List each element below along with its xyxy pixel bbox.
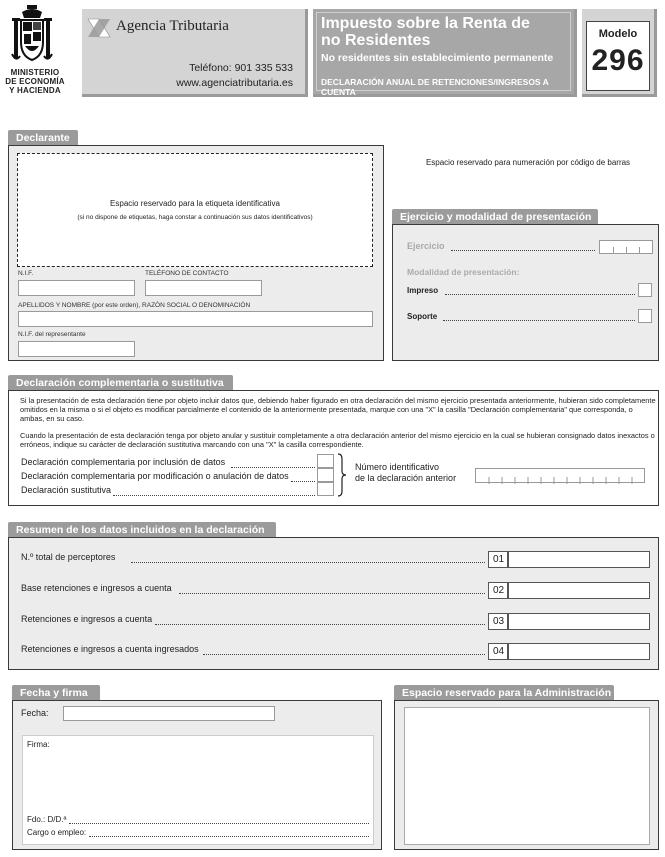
phone-field[interactable] [145,280,262,296]
section-firma [12,700,382,850]
name-field[interactable] [18,311,373,327]
option-modificacion-checkbox[interactable] [317,468,334,482]
agency-website: www.agenciatributaria.es [176,77,293,89]
previous-id-field[interactable] [475,468,645,483]
tax-header [313,9,577,97]
fecha-field[interactable] [63,706,275,721]
option-inclusion-checkbox[interactable] [317,454,334,468]
agency-name: Agencia Tributaria [116,18,229,34]
section-tab-firma: Fecha y firma [12,685,100,700]
impreso-label: Impreso [407,286,439,295]
resumen-row-code: 04 [488,643,508,660]
soporte-label: Soporte [407,312,438,321]
option-modificacion-label: Declaración complementaria por modificación o anulación de datos [21,471,289,481]
section-complementaria [8,390,659,506]
resumen-row-label: Retenciones e ingresos a cuenta ingresados [21,644,199,654]
tax-subtitle: No residentes sin establecimiento permanente [321,52,554,64]
option-inclusion-label: Declaración complementaria por inclusión de datos [21,457,226,467]
agency-header [82,9,308,97]
resumen-row-value[interactable] [508,643,650,660]
section-resumen [8,537,659,670]
model-number: 296 [591,44,645,77]
model-label: Modelo [598,28,638,40]
complementaria-para2: Cuando la presentación de esta declaración tenga por objeto anular y sustituir completamente a otra declaración anterior del mismo ejercicio en la cual se hubieran consignado datos inexactos o erróneos, indique su carácter de declaración sustitutiva marcando con una "X" la casilla correspondiente. [20,431,655,449]
section-tab-ejercicio: Ejercicio y modalidad de presentación [392,209,598,224]
soporte-checkbox[interactable] [638,309,652,323]
brace-icon [336,453,348,502]
agency-phone: Teléfono: 901 335 533 [189,62,293,74]
resumen-row-value[interactable] [508,582,650,599]
option-sustitutiva-checkbox[interactable] [317,482,334,496]
rep-nif-label: N.I.F. del representante [18,331,86,338]
tax-title-line2: no Residentes [321,32,431,49]
administration-area [404,707,650,845]
resumen-row-label: N.º total de perceptores [21,552,116,562]
section-tab-administracion: Espacio reservado para la Administración [394,685,614,700]
section-tab-complementaria: Declaración complementaria o sustitutiva [8,375,233,390]
label-area-note: (si no dispone de etiquetas, haga constar a continuación sus datos identificativos) [77,214,313,221]
label-area-text: Espacio reservado para la etiqueta identificativa [110,199,280,208]
resumen-row-code: 03 [488,613,508,630]
section-tab-resumen: Resumen de los datos incluidos en la declaración [8,522,276,537]
complementaria-para1: Si la presentación de esta declaración tiene por objeto incluir datos que, debiendo haber figurado en otra declaración del mismo ejercicio presentada anteriormente, hubieran sido completamente omitidos en la misma o si el objeto es modificar parcialmente el contenido de la anteriormente presentada, marque con una "X" la casilla "Declaración complementaria" que corresponda, o ambas, en su caso. [20,396,656,423]
resumen-row-value[interactable] [508,613,650,630]
name-label: APELLIDOS Y NOMBRE (por este orden), RAZÓN SOCIAL O DENOMINACIÓN [18,302,251,309]
option-sustitutiva-label: Declaración sustitutiva [21,485,112,495]
ejercicio-label: Ejercicio [407,241,445,251]
cargo-label: Cargo o empleo: [27,828,87,837]
barcode-area-text: Espacio reservado para numeración por código de barras [425,158,631,167]
agency-logo-icon [86,17,112,44]
fdo-label: Fdo.: D/D.ª [27,815,67,824]
modalidad-label: Modalidad de presentación: [407,267,520,277]
impreso-checkbox[interactable] [638,283,652,297]
resumen-row-code: 02 [488,582,508,599]
section-tab-declarante: Declarante [8,130,78,145]
section-ejercicio [392,224,659,361]
declaration-type: DECLARACIÓN ANUAL DE RETENCIONES/INGRESOS A CUENTA [321,77,549,97]
section-administracion [394,700,659,850]
model-box [582,9,657,97]
resumen-row-label: Base retenciones e ingresos a cuenta [21,583,172,593]
coat-of-arms-icon [10,4,54,68]
rep-nif-field[interactable] [18,341,135,357]
firma-label: Firma: [27,740,50,749]
phone-label: TELÉFONO DE CONTACTO [145,270,229,277]
resumen-row-value[interactable] [508,551,650,568]
previous-id-label: Número identificativo de la declaración anterior [355,462,457,483]
ministry-name: MINISTERIO DE ECONOMÍA Y HACIENDA [5,68,65,95]
resumen-row-label: Retenciones e ingresos a cuenta [21,614,153,624]
signature-area[interactable] [22,735,374,845]
label-area [17,153,373,267]
nif-label: N.I.F. [18,270,34,277]
resumen-row-code: 01 [488,551,508,568]
nif-field[interactable] [18,280,135,296]
tax-title-line1: Impuesto sobre la Renta de [321,15,530,32]
section-declarante [8,145,384,361]
ejercicio-field[interactable] [599,240,653,254]
fecha-label: Fecha: [21,708,49,718]
